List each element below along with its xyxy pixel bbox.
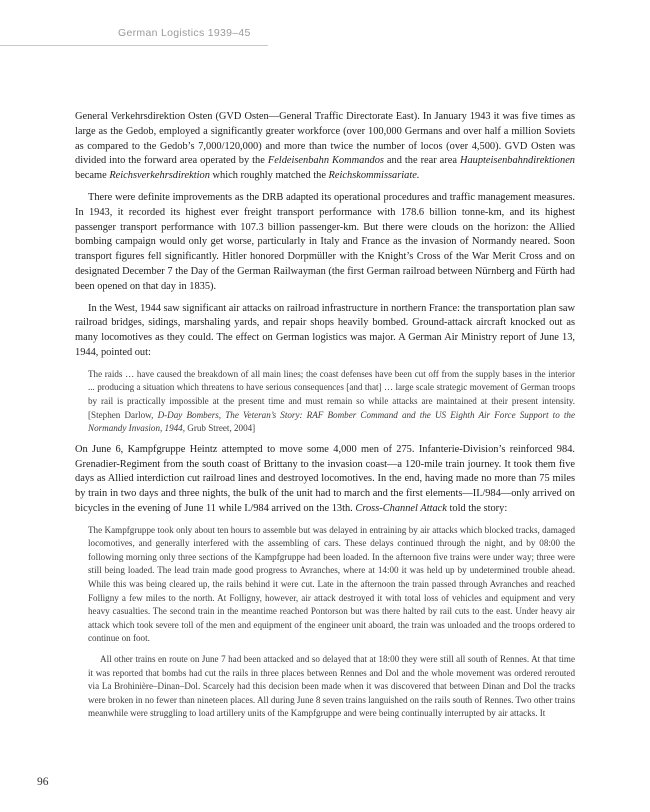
paragraph-drb-improvements: There were definite improvements as the DRB adapted its operational procedures and traffic management measures. In 1943, it recorded its highest ever freight transport performance with 178.6 billion tonne-km, and its highest passenger transport performance with 107.3 billion passenger-km. But there were clouds on the horizon: the Allied bombing campaign would only get worse, particularly in Italy and France as the invasion of Normandy neared. Soon transport figures fell significantly. Hitler honored Dorpmüller with the Knight’s Cross of the War Merit Cross and on designated December 7 the Day of the German Railwayman (the first German railroad between Nürnberg and Fürth had been opened on that day in 1835). bbox=[75, 191, 575, 292]
quote-paragraph: The Kampfgruppe took only about ten hours to assemble but was delayed in entraining by air attacks which blocked tracks, damaged locomotives, and generally interfered with the assembling of cars. These delays continued through the night, and by 08:00 the following morning only three sections of the Kampfgruppe had been loaded. In the afternoon five trains were under way; three were still being loaded. The lead train made good progress to Avranches, where at 14:00 it was held up by undetermined trouble ahead. While this was being cleared up, the rails behind it were cut. Late in the afternoon the train passed through Avranches and reached Folligny a few miles to the north. At Folligny, however, air attack destroyed it with total loss of vehicles and equipment and very heavy casualties. The second train in the meantime reached Pontorson but was there halted by rail cuts to the east. Under heavy air attack which took severe toll of the men and equipment of the engineer unit aboard, the train was unloaded and the troops ordered to continue on foot. bbox=[88, 524, 575, 644]
quote-text bbox=[88, 368, 575, 436]
paragraph-gvd-osten bbox=[75, 110, 575, 184]
header-rule bbox=[0, 45, 268, 46]
italic-term: Feldeisenbahn Kommandos bbox=[267, 155, 384, 167]
page-number: 96 bbox=[37, 776, 49, 788]
quote-paragraph: All other trains en route on June 7 had been attacked and so delayed that at 18:00 they were still all south of Rennes. At that time it was reported that bombs had cut the rails in three places between Rennes and Dol and the whole movement was ordered rerouted via La Brohinière–Dinan–Dol. Scarcely had this decision been made when it was discovered that between Dinan and Dol the tracks were broken in no fewer than nineteen places. All during June 8 seven trains languished on the rails south of Rennes. Two other trains meanwhile were struggling to load artillery units of the Kampfgruppe and were being continually interrupted by air attacks. It bbox=[88, 654, 575, 719]
paragraph-air-attacks: In the West, 1944 saw significant air attacks on railroad infrastructure in northern France: the transportation plan saw railroad bridges, sidings, marshaling yards, and repair shops heavily bombed. Ground-attack aircraft knocked out as many locomotives as they could. The effect on German logistics was major. A German Air Ministry report of June 13, 1944, pointed out: bbox=[75, 302, 575, 358]
paragraph-text: On June 6, Kampfgruppe Heintz attempted to move some 4,000 men of 275. Infanterie-Division’s reinforced 984. Grenadier-Regiment from the south coast of Brittany to the invasion coast—a 120-mile train journey. It took them five days as Allied interdiction cut railroad lines and destroyed locomotives. In the end, having made no more than 75 miles by train in two days and three nights, the bulk of the unit had to march and the first elements—II./984—only arrived on bicycles in the evening of June 11 while I./984 arrived on the 13th. bbox=[75, 443, 575, 514]
paragraph-text: and the rear area bbox=[383, 155, 460, 167]
italic-title: Cross-Channel Attack bbox=[355, 502, 447, 514]
paragraph-text: General Verkehrsdirektion Osten (GVD Osten—General Traffic Directorate East). In January 1943 it was five times as large as the Gedob, employed a significantly greater workforce (over 100,000 Germans and over half a million Soviets as compared to the Gedob’s 7,000/120,000) and more than twice the number of locos (over 4,500). GVD Osten was divided into the forward area operated by the bbox=[75, 111, 575, 167]
running-head-title: German Logistics 1939–45 bbox=[118, 27, 251, 39]
italic-term: Haupteisenbahndirektionen bbox=[459, 155, 575, 167]
block-quote-air-ministry bbox=[88, 368, 575, 436]
italic-term: Reichsverkehrsdirektion bbox=[109, 170, 210, 182]
italic-term: Reichskommissariate. bbox=[328, 170, 420, 182]
paragraph-text: which roughly matched the bbox=[209, 170, 329, 182]
quote-citation-end: Grub Street, 2004] bbox=[185, 423, 256, 434]
quote-citation-title: D-Day Bombers, The Veteran’s Story: RAF Bomber Command and the US Eighth Air Force Support to the Normandy Invasion, 1944, bbox=[88, 409, 576, 434]
quote-body: The raids … have caused the breakdown of all main lines; the coast defenses have been cut off from the supply bases in the interior ... producing a situation which threatens to have serious consequences [and that] … large scale strategic movement of German troops by rail is practically impossible at the present time and must remain so while attacks are maintained at their present intensity. [Stephen Darlow, bbox=[88, 368, 575, 420]
page-body bbox=[75, 110, 575, 721]
block-quote-cross-channel-attack bbox=[88, 524, 575, 721]
paragraph-text: became bbox=[75, 170, 110, 182]
paragraph-kampfgruppe-heintz bbox=[75, 443, 575, 517]
paragraph-text: told the story: bbox=[446, 502, 508, 514]
